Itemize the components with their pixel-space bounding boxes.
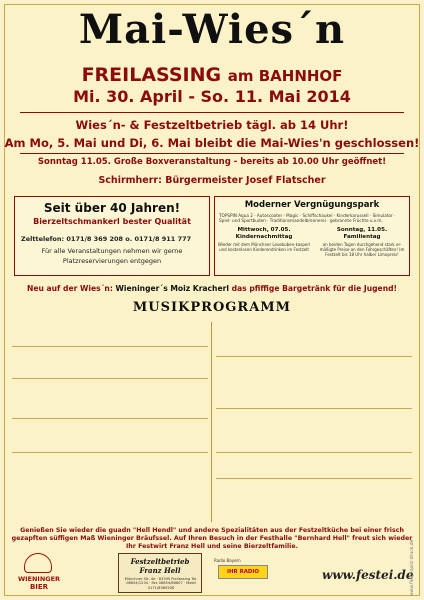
family-date: Sonntag, 11.05. [336, 227, 388, 233]
closing-line-1: Genießen Sie wieder die guadn "Hell Hendl" und andere Spezialitäten aus der Festzeltküche bei einer frisch [20, 527, 404, 534]
closing-line-2: gezapften süffigen Maß Wieninger Bräufssel. Auf Ihren Besuch in der Festhalle "Bernhard Hell" freut sich wieder [11, 534, 413, 542]
entry-divider [12, 452, 208, 453]
festzelt-contact: Münchner Str. 4b · 83395 Freilassing Tel. 08654/1234 · Fax 08654/66607 · Mobil 0171/8369208 [124, 577, 198, 590]
entry-divider [12, 346, 208, 347]
column-divider [211, 322, 212, 522]
patron-line: Schirmherr: Bürgermeister Josef Flatscher [98, 175, 326, 186]
program-entry [12, 420, 208, 450]
program-entry [216, 480, 412, 522]
opening-hours: Wies´n- & Festzeltbetrieb tägl. ab 14 Uhr! [75, 118, 349, 132]
funfair-description: TOPSPIN Aqua 2 · Autoscooter · Magic · Schiffschaukel · Kinderkarussell · Simulator · Spiel- und Sportbuden · Traditionsmandelbrennerei · gebrannte Früchte u.v.m. [219, 213, 396, 223]
date-range: Mi. 30. April - So. 11. Mai 2014 [73, 87, 351, 106]
new-drink-line [0, 284, 424, 293]
festzelt-label: Festzeltbetrieb [130, 557, 190, 566]
location-small: am BAHNHOF [227, 67, 343, 85]
divider [20, 112, 404, 113]
caterer-box [14, 196, 210, 276]
kids-date: Mittwoch, 07.05. [237, 227, 291, 233]
entry-divider [216, 452, 412, 453]
program-title: MUSIKPROGRAMM [132, 300, 292, 315]
entry-divider [216, 356, 412, 357]
franz-hell-label: Franz Hell [139, 566, 181, 575]
reservation-line-2: Platzreservierungen entgegen [62, 257, 162, 265]
closed-notice: Am Mo, 5. Mai und Di, 6. Mai bleibt die Mai-Wies'n geschlossen! [4, 136, 420, 150]
wieninger-text: WIENINGER [17, 575, 61, 583]
program-entry [216, 454, 412, 476]
website-url[interactable]: www.festei.de [322, 568, 414, 582]
new-suffix: das pfiffige Bargetränk für die Jugend! [231, 284, 398, 293]
program-entry [12, 456, 208, 520]
program-entry [12, 348, 208, 376]
wieninger-bier: BIER [29, 583, 49, 591]
city-name: FREILASSING [81, 64, 222, 86]
wieninger-mark-icon [24, 553, 52, 573]
radio-badge: IHR RADIO [218, 565, 268, 579]
program-entry [216, 360, 412, 406]
tent-phone: Zelttelefon: 0171/8 369 208 o. 0171/8 911 777 [21, 235, 192, 243]
printer-credit: www.fliegenpilz-druck.de [410, 539, 415, 596]
wieninger-logo [10, 553, 68, 593]
caterer-subheading: Bierzeltschmankerl bester Qualität [33, 217, 191, 226]
program-entry [12, 380, 208, 416]
kids-title: Kindernachmittag [235, 234, 293, 240]
new-drink-name: Wieninger´s Moiz Kracherl [115, 284, 229, 293]
family-title: Familientag [343, 234, 381, 240]
entry-divider [216, 478, 412, 479]
program-entry [216, 410, 412, 450]
page-title: Mai-Wies´n [78, 6, 346, 53]
funfair-box [214, 196, 410, 276]
entry-divider [216, 408, 412, 409]
reservation-line-1: Für alle Veranstaltungen nehmen wir gerne [41, 247, 183, 255]
entry-divider [12, 378, 208, 379]
closing-text [0, 527, 424, 550]
funfair-heading: Moderner Vergnügungspark [244, 200, 380, 210]
program-entry [216, 324, 412, 354]
kids-afternoon [217, 227, 311, 252]
radio-logo [214, 558, 272, 586]
new-prefix: Neu auf der Wies´n: [26, 284, 113, 293]
kids-text: Wieder mit dem Münchner Lesebuben-kasperl und kostenlosen Kinderendrinken im Festzelt [217, 242, 311, 252]
program-entry [12, 324, 208, 344]
city-line [0, 64, 424, 86]
closing-line-3: Ihr Festwirt Franz Hell und seine Bierzeltfamilie. [125, 542, 299, 550]
divider [20, 153, 404, 154]
festzelt-hell-logo [118, 553, 202, 593]
radio-small: Radio Bayern [214, 558, 241, 563]
boxing-event: Sonntag 11.05. Große Boxveranstaltung - bereits ab 10.00 Uhr geöffnet! [37, 157, 387, 167]
family-text: an beiden Tagen durchgehend stark er-mäßigte Preise an den Fahrgeschäften! Im Festzelt bis 18 Uhr halber Limopreis! [319, 242, 405, 257]
family-day [315, 227, 409, 257]
caterer-heading: Seit über 40 Jahren! [43, 201, 181, 215]
entry-divider [12, 418, 208, 419]
